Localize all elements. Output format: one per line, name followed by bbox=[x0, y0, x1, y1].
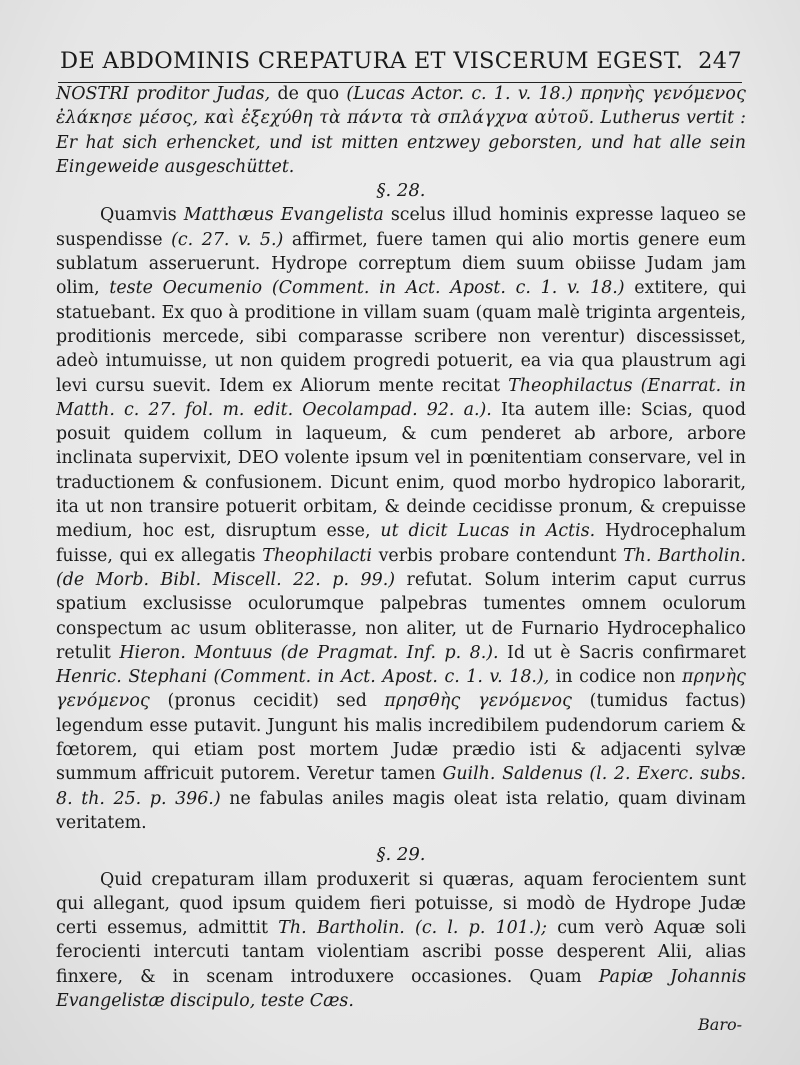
page-number: 247 bbox=[698, 48, 742, 74]
text-run: extitere, qui statuebant. Ex quo à proditione in villam suam (quam malè triginta argenteis, proditionis mercede, sibi comparasse scribere non verentur) discessisset, adeò intumuisse, ut non quidem progredi potuerit, ea via qua plaustrum agi levi cursu suevit. Idem ex Aliorum mente recitat bbox=[56, 278, 747, 396]
text-run: Id ut è Sacris confirmaret bbox=[498, 642, 746, 663]
body-text bbox=[56, 82, 746, 1038]
lead-in-text: de quo bbox=[270, 84, 347, 104]
italic-run: Th. Bartholin. (de Morb. Bibl. Miscell. 22. p. 99.) bbox=[56, 545, 747, 590]
lead-in-luther: Lutherus vertit : Er hat sich erhencket, und ist mitten entzwey geborsten, und hat alle sein Eingeweide ausgeschüttet. bbox=[56, 108, 746, 177]
running-title: DE ABDOMINIS CREPATURA ET VISCERUM EGEST. bbox=[60, 48, 684, 74]
text-run: Quid crepaturam illam produxerit si quæras, aquam ferocientem sunt qui allegant, quod ipsum quidem fieri potuisse, si modò de Hydrope Judæ certi essemus, admittit bbox=[56, 869, 746, 939]
text-run: (tumidus factus) legendum esse putavit. Jungunt his malis incredibilem pudendorum cariem & fœtorem, qui etiam post mortem Judæ prædio isti & adjacenti sylvæ summum affricuit putorem. Veretur tamen bbox=[56, 691, 746, 785]
italic-run: Henric. Stephani (Comment. in Act. Apost. c. 1. v. 18.), bbox=[56, 667, 550, 688]
section-heading-28: §. 28. bbox=[376, 180, 426, 202]
paragraph-28 bbox=[56, 203, 746, 835]
text-run: in codice non bbox=[549, 667, 682, 688]
italic-run: ut dicit Lucas in Actis. bbox=[380, 521, 596, 542]
greek-run: πρηνὴς γενόμενος bbox=[56, 667, 747, 712]
italic-run: Th. Bartholin. (c. l. p. 101.); bbox=[278, 918, 547, 939]
text-run: scelus illud hominis expresse laqueo se suspendisse bbox=[56, 205, 746, 250]
text-run: refutat. Solum interim caput currus spatium exclusisse oculorumque palpebras tumentes omnem oculorum conspectum ac usum obliterasse, non aliter, ut de Furnario Hydrocephalico retulit bbox=[56, 569, 746, 663]
italic-run: (c. 27. v. 5.) bbox=[171, 229, 284, 250]
running-header bbox=[58, 42, 742, 83]
section-heading-29: §. 29. bbox=[376, 844, 426, 866]
italic-run: Guilh. Saldenus (l. 2. Exerc. subs. 8. th. 25. p. 396.) bbox=[56, 764, 746, 809]
italic-run: Theophilacti bbox=[262, 545, 372, 566]
text-run: affirmet, fuere tamen qui alio mortis genere eum sublatum asseruerunt. Hydrope correptum diem suum obiisse Judam jam olim, bbox=[56, 229, 746, 299]
lead-in-greek: πρηνὴς γενόμενος ἐλάκησε μέσος, καὶ ἐξεχύθη τὰ πάντα τὰ σπλάγχνα αὐτοῦ. bbox=[56, 84, 747, 129]
text-run: verbis probare contendunt bbox=[371, 545, 624, 566]
text-run: cum verò Aquæ soli ferocienti intercuti tantam violentiam ascribi posse desperent Alii, alias finxere, & in scenam introduxere occasiones. Quam bbox=[56, 918, 747, 987]
italic-run: teste Oecumenio (Comment. in Act. Apost. c. 1. v. 18.) bbox=[109, 278, 625, 299]
text-run: (pronus cecidit) sed bbox=[149, 691, 385, 712]
italic-run: Theophilactus (Enarrat. in Matth. c. 27. fol. m. edit. Oecolampad. 92. a.). bbox=[56, 375, 746, 420]
italic-run: Papiæ Johannis Evangelistæ discipulo, teste Cæs. bbox=[56, 966, 746, 1011]
catchword: Baro- bbox=[698, 1015, 742, 1035]
lead-in-paragraph bbox=[56, 82, 746, 179]
greek-run: πρησθὴς γενόμενος bbox=[384, 691, 573, 712]
text-run: Hydrocephalum fuisse, qui ex allegatis bbox=[56, 521, 746, 566]
lead-in-subject: NOSTRI proditor Judas, bbox=[56, 84, 271, 104]
text-run: Quamvis bbox=[100, 205, 184, 226]
italic-run: Hieron. Montuus (de Pragmat. Inf. p. 8.). bbox=[119, 642, 499, 663]
text-run: Ita autem ille: Scias, quod posuit quidem collum in laqueum, & cum penderet ab arbore, arbore inclinata supervixit, DEO volente ipsum vel in pœnitentiam conservare, vel in traductionem & confusionem. Dicunt enim, quod morbo hydropico laborarit, ita ut non transire potuerit orbitam, & deinde cecidisse pronum, & crepuisse medium, hoc est, disruptum esse, bbox=[56, 399, 746, 542]
text-run: ne fabulas aniles magis oleat ista relatio, quam divinam veritatem. bbox=[56, 788, 747, 833]
lead-in-citation: (Lucas Actor. c. 1. v. 18.) bbox=[346, 84, 573, 104]
italic-run: Matthæus Evangelista bbox=[183, 205, 384, 226]
paragraph-29 bbox=[56, 868, 746, 1014]
